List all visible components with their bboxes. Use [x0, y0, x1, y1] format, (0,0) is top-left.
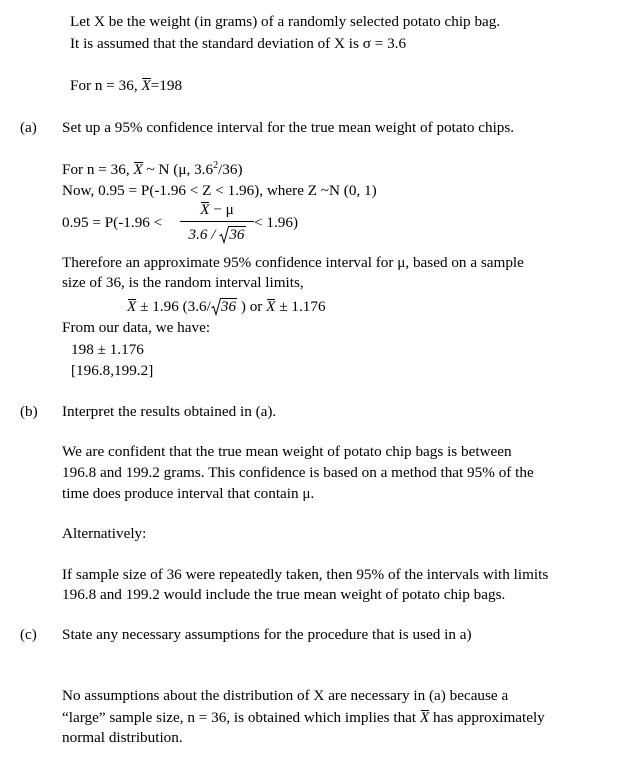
dist-prefix: For n = 36,	[62, 161, 134, 178]
alternatively-label: Alternatively:	[62, 525, 147, 542]
x-bar-symbol: X	[133, 161, 143, 178]
x-bar-symbol: X	[200, 201, 210, 218]
denominator-prefix: 3.6 /	[188, 226, 220, 243]
sampling-distribution-line	[62, 160, 243, 179]
part-c-answer-line-1: No assumptions about the distribution of X are necessary in (a) because a	[62, 687, 509, 704]
part-c-label: (c)	[20, 626, 37, 643]
part-b-alt-line-1: If sample size of 36 were repeatedly taken, then 95% of the intervals with limits	[62, 566, 549, 583]
answer-line-2-pre: “large” sample size, n = 36, is obtained which implies that	[62, 709, 420, 726]
result-line-2: [196.8,199.2]	[71, 362, 154, 379]
data-line: From our data, we have:	[62, 319, 211, 336]
interval-limits	[127, 297, 326, 316]
given-value: =198	[150, 77, 183, 94]
dist-exponent: 2	[213, 160, 219, 171]
part-c-answer-line-3: normal distribution.	[62, 729, 183, 746]
root-value: 36	[229, 226, 245, 243]
fraction-bar	[180, 221, 254, 222]
therefore-line-2: size of 36, is the random interval limits,	[62, 274, 304, 291]
dist-mid: ~ N (μ, 3.6	[142, 161, 214, 178]
limits-part-1: ± 1.96 (3.6/	[136, 298, 211, 315]
part-b-label: (b)	[20, 403, 38, 420]
given-sample-mean	[70, 76, 182, 95]
part-c-question: State any necessary assumptions for the procedure that is used in a)	[62, 626, 472, 643]
numerator-rest: − μ	[209, 201, 234, 218]
fraction-numerator	[180, 200, 254, 219]
dist-end: /36)	[218, 161, 243, 178]
intro-line-2: It is assumed that the standard deviation of X is σ = 3.6	[70, 35, 407, 52]
part-b-answer-line-1: We are confident that the true mean weight of potato chip bags is between	[62, 443, 512, 460]
therefore-line-1: Therefore an approximate 95% confidence interval for μ, based on a sample	[62, 254, 524, 271]
standard-normal-line: Now, 0.95 = P(-1.96 < Z < 1.96), where Z ~N (0, 1)	[62, 182, 377, 199]
given-prefix: For n = 36,	[70, 77, 142, 94]
root-value: 36	[220, 298, 237, 315]
part-b-answer-line-2: 196.8 and 199.2 grams. This confidence is based on a method that 95% of the	[62, 464, 534, 481]
part-b-alt-line-2: 196.8 and 199.2 would include the true mean weight of potato chip bags.	[62, 586, 506, 603]
part-b-answer-line-3: time does produce interval that contain μ.	[62, 485, 315, 502]
square-root-icon	[211, 297, 237, 316]
x-bar-symbol: X	[266, 298, 276, 315]
result-line-1: 198 ± 1.176	[71, 341, 144, 358]
limits-part-3: ± 1.176	[275, 298, 326, 315]
square-root-icon	[219, 225, 245, 244]
limits-part-2: ) or	[237, 298, 267, 315]
fraction-denominator	[180, 225, 254, 244]
x-bar-symbol: X	[419, 709, 430, 726]
part-a-question: Set up a 95% confidence interval for the true mean weight of potato chips.	[62, 119, 515, 136]
x-bar-symbol: X	[141, 77, 151, 94]
part-b-question: Interpret the results obtained in (a).	[62, 403, 277, 420]
standardized-fraction	[180, 200, 254, 248]
prob-right: < 1.96)	[254, 214, 298, 231]
x-bar-symbol: X	[127, 298, 137, 315]
answer-line-2-post: has approximately	[429, 709, 545, 726]
part-a-label: (a)	[20, 119, 37, 136]
intro-line-1: Let X be the weight (in grams) of a randomly selected potato chip bag.	[70, 13, 501, 30]
prob-left: 0.95 = P(-1.96 <	[62, 214, 163, 231]
part-c-answer-line-2	[62, 708, 545, 727]
